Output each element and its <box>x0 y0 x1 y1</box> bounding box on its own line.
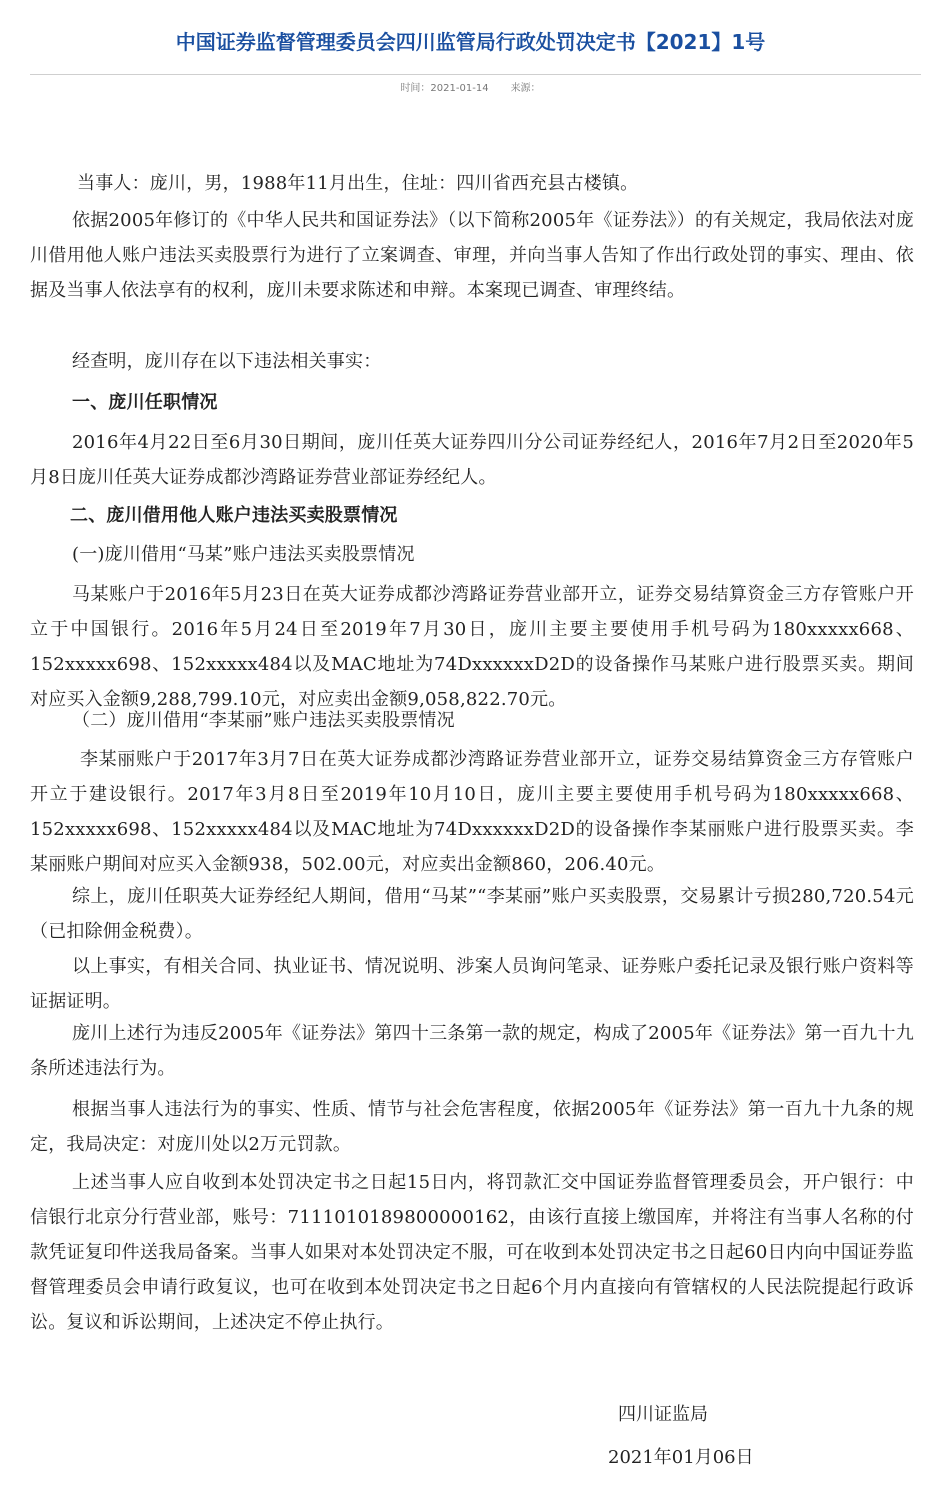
paragraph-violation: 庞川上述行为违反2005年《证券法》第四十三条第一款的规定，构成了2005年《证券法》第一百九十九条所述违法行为。 <box>30 1023 914 1079</box>
paragraph-account-li: 李某丽账户于2017年3月7日在英大证券成都沙湾路证券营业部开立，证券交易结算资金三方存管账户开立于建设银行。2017年3月8日至2019年10月10日，庞川主要主要使用手机号码为180xxxxx668、152xxxxx698、152xxxxx484以及MAC地址为74DxxxxxxD2D的设备操作李某丽账户进行股票买卖。李某丽账户期间对应买入金额938，502.00元，对应卖出金额860，206.40元。 <box>30 749 914 875</box>
page-title: 中国证券监督管理委员会四川监管局行政处罚决定书【2021】1号 <box>175 30 766 54</box>
title-divider <box>30 74 921 75</box>
paragraph-findings-intro: 经查明，庞川存在以下违法相关事实： <box>72 351 382 372</box>
heading-subsection-1: (一)庞川借用“马某”账户违法买卖股票情况 <box>72 544 415 565</box>
issuer-name: 四川证监局 <box>618 1404 708 1425</box>
heading-section-2: 二、庞川借用他人账户违法买卖股票情况 <box>70 505 398 526</box>
paragraph-evidence: 以上事实，有相关合同、执业证书、情况说明、涉案人员询问笔录、证券账户委托记录及银行账户资料等证据证明。 <box>30 956 914 1012</box>
heading-section-1: 一、庞川任职情况 <box>72 392 218 413</box>
publish-time: 时间：2021-01-14 <box>400 83 489 94</box>
paragraph-employment: 2016年4月22日至6月30日期间，庞川任英大证券四川分公司证券经纪人，2016年7月2日至2020年5月8日庞川任英大证券成都沙湾路证券营业部证券经纪人。 <box>30 432 914 488</box>
heading-subsection-2: （二）庞川借用“李某丽”账户违法买卖股票情况 <box>72 710 455 731</box>
paragraph-account-ma: 马某账户于2016年5月23日在英大证券成都沙湾路证券营业部开立，证券交易结算资金三方存管账户开立于中国银行。2016年5月24日至2019年7月30日，庞川主要主要使用手机号码为180xxxxx668、152xxxxx698、152xxxxx484以及MAC地址为74DxxxxxxD2D的设备操作马某账户进行股票买卖。期间对应买入金额9,288,799.10元，对应卖出金额9,058,822.70元。 <box>30 584 914 710</box>
paragraph-decision: 根据当事人违法行为的事实、性质、情节与社会危害程度，依据2005年《证券法》第一百九十九条的规定，我局决定：对庞川处以2万元罚款。 <box>30 1099 914 1155</box>
source-label: 来源： <box>510 83 541 94</box>
meta-line <box>0 81 941 97</box>
paragraph-party: 当事人：庞川，男，1988年11月出生，住址：四川省西充县古楼镇。 <box>77 173 639 194</box>
paragraph-basis: 依据2005年修订的《中华人民共和国证券法》（以下简称2005年《证券法》）的有关规定，我局依法对庞川借用他人账户违法买卖股票行为进行了立案调查、审理，并向当事人告知了作出行政处罚的事实、理由、依据及当事人依法享有的权利，庞川未要求陈述和申辩。本案现已调查、审理终结。 <box>30 210 914 301</box>
paragraph-summary: 综上，庞川任职英大证券经纪人期间，借用“马某”“李某丽”账户买卖股票，交易累计亏损280,720.54元（已扣除佣金税费）。 <box>30 886 914 942</box>
paragraph-payment-appeal: 上述当事人应自收到本处罚决定书之日起15日内，将罚款汇交中国证券监督管理委员会，开户银行：中信银行北京分行营业部，账号：7111010189800000162，由该行直接上缴国库，并将注有当事人名称的付款凭证复印件送我局备案。当事人如果对本处罚决定不服，可在收到本处罚决定书之日起60日内向中国证券监督管理委员会申请行政复议，也可在收到本处罚决定书之日起6个月内直接向有管辖权的人民法院提起行政诉讼。复议和诉讼期间，上述决定不停止执行。 <box>30 1172 914 1333</box>
issue-date: 2021年01月06日 <box>608 1447 754 1468</box>
